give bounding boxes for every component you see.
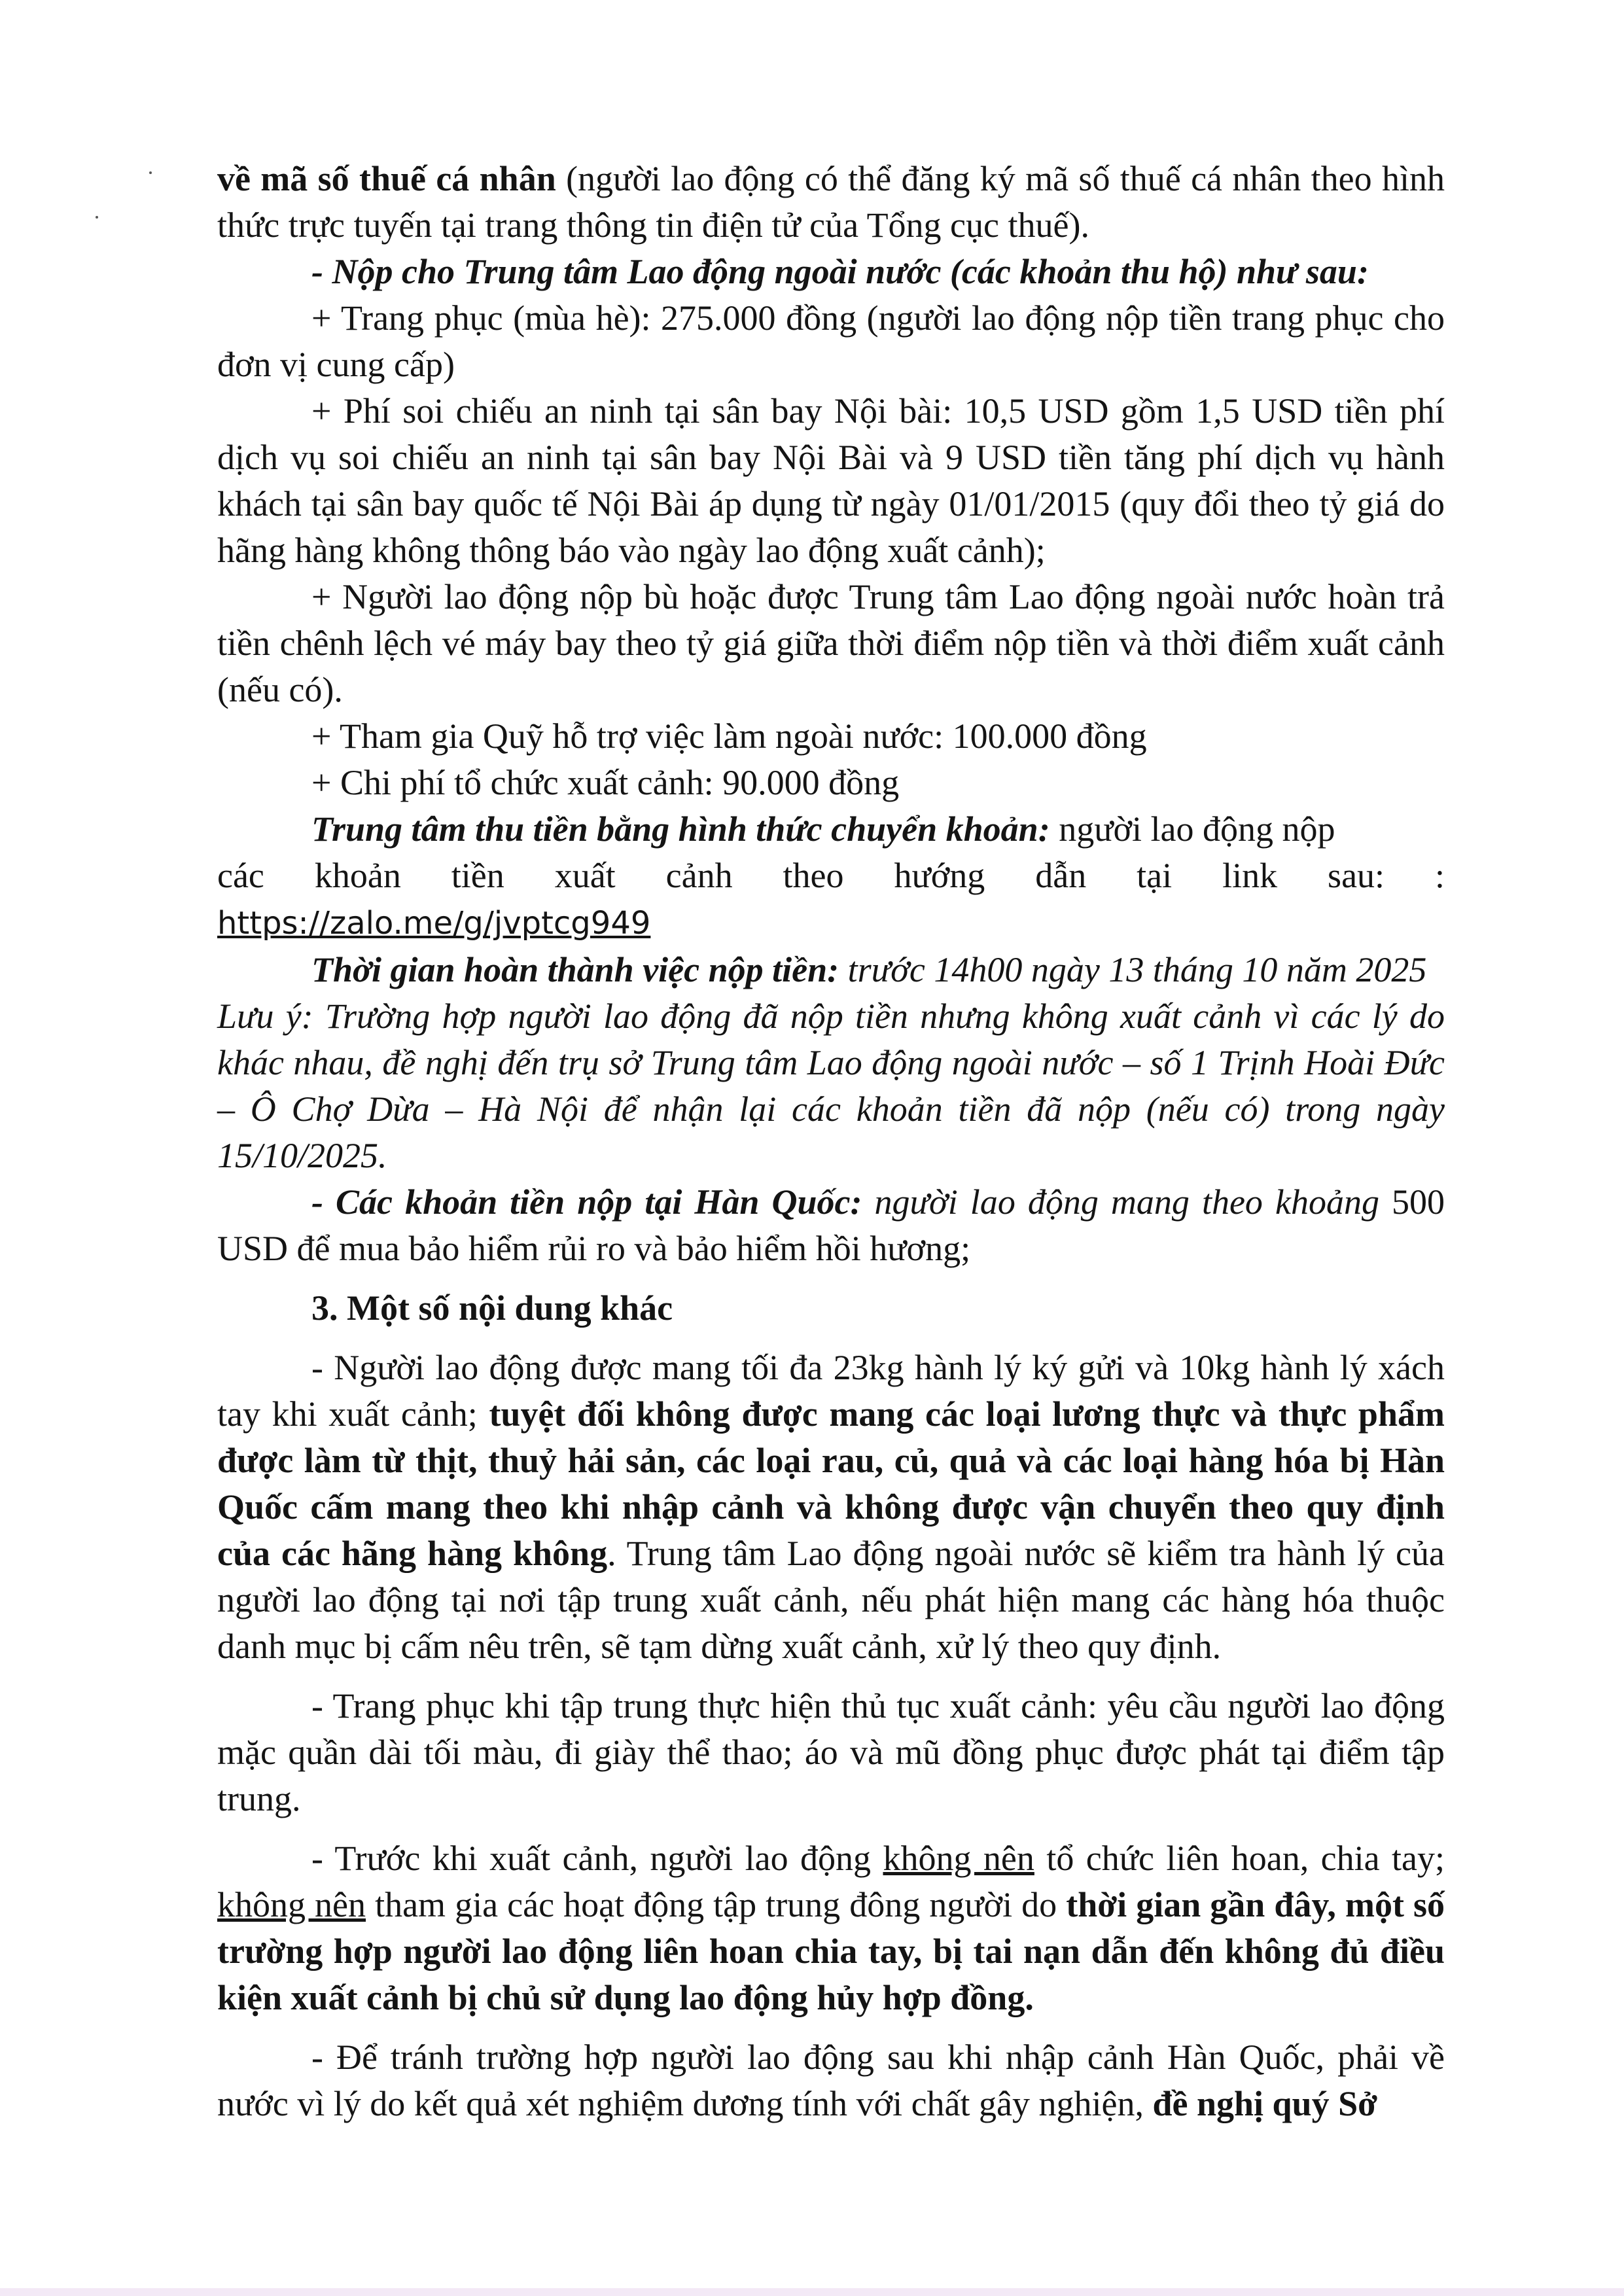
- item-airfare-difference: + Người lao động nộp bù hoặc được Trung tâm Lao động ngoài nước hoàn trả tiền chênh lệch vé máy bay theo tỷ giá giữa thời điểm nộp tiền và thời điểm xuất cảnh (nếu có).: [217, 577, 1445, 709]
- bold-text: thời gian gần đây, một số trường hợp người lao động liên hoan chia tay, bị tai nạn dẫn đến không đủ điều kiện xuất cảnh bị chủ sử dụng lao động hủy hợp đồng.: [217, 1885, 1445, 2017]
- item-uniform-fee: + Trang phục (mùa hè): 275.000 đồng (người lao động nộp tiền trang phục cho đơn vị cung cấp): [217, 298, 1445, 384]
- scan-speck: [96, 216, 98, 219]
- paragraph-tax-code: [217, 156, 1445, 249]
- pre-departure-advice: [217, 1835, 1445, 2021]
- item-departure-cost: + Chi phí tổ chức xuất cảnh: 90.000 đồng: [311, 763, 900, 802]
- body-text: - Người lao động được mang tối đa 23kg hành lý ký gửi và 10kg hành lý xách tay khi xuất cảnh;: [217, 1348, 1445, 1434]
- section-heading-other: 3. Một số nội dung khác: [311, 1288, 673, 1328]
- bold-text: đề nghị quý Sở: [1152, 2084, 1378, 2123]
- deadline-label: Thời gian hoàn thành việc nộp tiền:: [311, 950, 839, 989]
- body-text: người lao động nộp: [1050, 809, 1335, 849]
- heading-fees-collected: - Nộp cho Trung tâm Lao động ngoài nước (các khoản thu hộ) như sau:: [311, 252, 1369, 291]
- bold-text: tuyệt đối không được mang các loại lương thực và thực phẩm được làm từ thịt, thuỷ hải sản, các loại rau, củ, quả và các loại hàng hóa bị Hàn Quốc cấm mang theo khi nhập cảnh và không được vận chuyển theo quy định của các hãng hàng không: [217, 1394, 1445, 1573]
- zalo-link[interactable]: https://zalo.me/g/jvptcg949: [217, 905, 651, 942]
- payment-instruction-line: các khoản tiền xuất cảnh theo hướng dẫn tại link sau: :: [217, 856, 1445, 895]
- korea-payments: [217, 1179, 1445, 1272]
- dress-code: - Trang phục khi tập trung thực hiện thủ tục xuất cảnh: yêu cầu người lao động mặc quần dài tối màu, đi giày thể thao; áo và mũ đồng phục được phát tại điểm tập trung.: [217, 1686, 1445, 1818]
- scan-speck: [149, 171, 152, 174]
- body-text: tổ chức liên hoan, chia tay;: [1034, 1839, 1445, 1878]
- bold-text: về mã số thuế cá nhân: [217, 159, 556, 198]
- item-support-fund: + Tham gia Quỹ hỗ trợ việc làm ngoài nước: 100.000 đồng: [311, 716, 1147, 756]
- body-text: tham gia các hoạt động tập trung đông người do: [366, 1885, 1067, 1924]
- underlined-text: không nên: [883, 1839, 1034, 1878]
- body-text: 500 USD để mua bảo hiểm rủi ro và bảo hiểm hồi hương;: [217, 1182, 1445, 1268]
- document-body: [217, 156, 1445, 2127]
- payment-method-label: Trung tâm thu tiền bằng hình thức chuyển khoản:: [311, 809, 1050, 849]
- korea-payments-label: - Các khoản tiền nộp tại Hàn Quốc:: [311, 1182, 862, 1222]
- body-text: - Trước khi xuất cảnh, người lao động: [311, 1839, 883, 1878]
- payment-method-line: [217, 806, 1445, 853]
- drug-test-advice: [217, 2034, 1445, 2127]
- deadline-text: trước 14h00 ngày 13 tháng 10 năm 2025: [839, 950, 1427, 989]
- body-text: - Để tránh trường hợp người lao động sau khi nhập cảnh Hàn Quốc, phải về nước vì lý do kết quả xét nghiệm dương tính với chất gây nghiện,: [217, 2038, 1445, 2123]
- refund-note: Lưu ý: Trường hợp người lao động đã nộp tiền nhưng không xuất cảnh vì các lý do khác nhau, đề nghị đến trụ sở Trung tâm Lao động ngoài nước – số 1 Trịnh Hoài Đức – Ô Chợ Dừa – Hà Nội để nhận lại các khoản tiền đã nộp (nếu có) trong ngày 15/10/2025.: [217, 997, 1445, 1175]
- body-text: (người lao động có thể đăng ký mã số thuế cá nhân theo hình thức trực tuyến tại trang thông tin điện tử của Tổng cục thuế).: [217, 159, 1445, 245]
- underlined-text: không nên: [217, 1885, 366, 1924]
- luggage-rules: [217, 1345, 1445, 1670]
- payment-link-line: [217, 899, 1445, 947]
- body-text: . Trung tâm Lao động ngoài nước sẽ kiểm tra hành lý của người lao động tại nơi tập trung xuất cảnh, nếu phát hiện mang các hàng hóa thuộc danh mục bị cấm nêu trên, sẽ tạm dừng xuất cảnh, xử lý theo quy định.: [217, 1534, 1445, 1666]
- scan-edge: [0, 2288, 1624, 2296]
- italic-text: người lao động mang theo khoảng: [862, 1182, 1379, 1222]
- payment-deadline: [217, 947, 1445, 993]
- item-security-screening-fee: + Phí soi chiếu an ninh tại sân bay Nội bài: 10,5 USD gồm 1,5 USD tiền phí dịch vụ soi chiếu an ninh tại sân bay Nội Bài và 9 USD tiền tăng phí dịch vụ hành khách tại sân bay quốc tế Nội Bài áp dụng từ ngày 01/01/2015 (quy đổi theo tỷ giá do hãng hàng không thông báo vào ngày lao động xuất cảnh);: [217, 391, 1445, 570]
